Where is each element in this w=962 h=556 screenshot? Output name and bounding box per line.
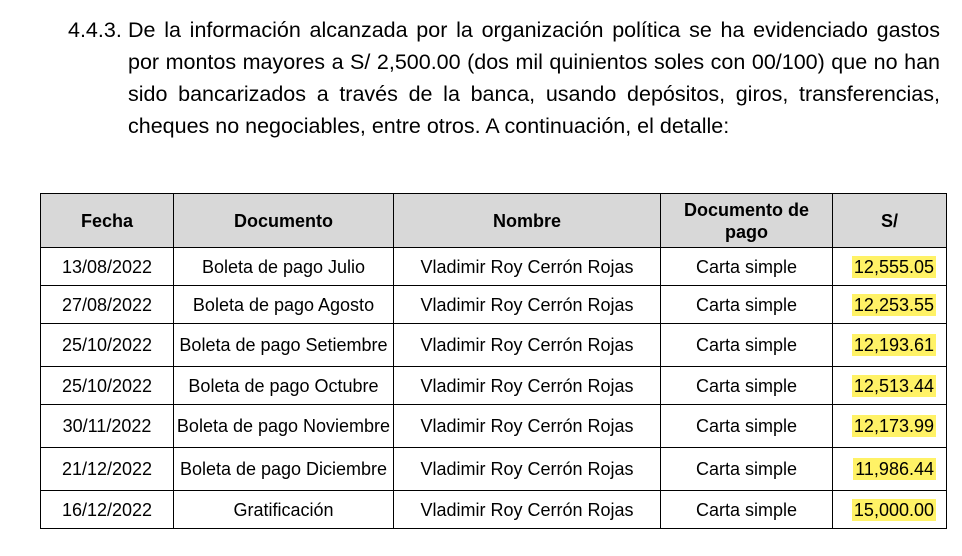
- cell-documento-pago: Carta simple: [661, 248, 833, 286]
- cell-monto: [833, 405, 947, 448]
- table-row: [41, 491, 947, 529]
- cell-documento: Boleta de pago Setiembre: [174, 324, 394, 367]
- cell-nombre: Vladimir Roy Cerrón Rojas: [394, 286, 661, 324]
- section-number: 4.4.3.: [68, 18, 122, 42]
- cell-documento-pago: Carta simple: [661, 448, 833, 491]
- cell-nombre: Vladimir Roy Cerrón Rojas: [394, 248, 661, 286]
- cell-documento: Boleta de pago Octubre: [174, 367, 394, 405]
- expenses-table: [40, 193, 947, 529]
- cell-fecha: 21/12/2022: [41, 448, 174, 491]
- cell-documento: Gratificación: [174, 491, 394, 529]
- highlighted-amount: 12,193.61: [853, 335, 934, 355]
- cell-monto: [833, 324, 947, 367]
- cell-fecha: 25/10/2022: [41, 367, 174, 405]
- cell-monto: [833, 248, 947, 286]
- table-row: [41, 367, 947, 405]
- highlighted-amount: 12,173.99: [853, 416, 934, 436]
- paragraph-text: De la información alcanzada por la organización política se ha evidenciado gastos por montos mayores a S/ 2,500.00 (dos mil quinientos soles con 00/100) que no han sido bancarizados a través de la banca, usando depósitos, giros, transferencias, cheques no negociables, entre otros. A continuación, el detalle:: [128, 18, 940, 138]
- header-nombre: Nombre: [394, 194, 661, 248]
- highlighted-amount: 12,253.55: [853, 294, 934, 315]
- cell-documento: Boleta de pago Diciembre: [174, 448, 394, 491]
- cell-monto: [833, 448, 947, 491]
- table-row: [41, 286, 947, 324]
- cell-fecha: 13/08/2022: [41, 248, 174, 286]
- header-fecha: Fecha: [41, 194, 174, 248]
- cell-documento-pago: Carta simple: [661, 491, 833, 529]
- highlighted-amount: 12,555.05: [853, 256, 934, 277]
- table-row: [41, 324, 947, 367]
- cell-monto: [833, 367, 947, 405]
- cell-fecha: 25/10/2022: [41, 324, 174, 367]
- highlighted-amount: 12,513.44: [853, 375, 934, 396]
- header-documento: Documento: [174, 194, 394, 248]
- table-row: [41, 248, 947, 286]
- cell-monto: [833, 491, 947, 529]
- cell-nombre: Vladimir Roy Cerrón Rojas: [394, 491, 661, 529]
- cell-monto: [833, 286, 947, 324]
- cell-nombre: Vladimir Roy Cerrón Rojas: [394, 448, 661, 491]
- cell-documento-pago: Carta simple: [661, 324, 833, 367]
- header-monto: S/: [833, 194, 947, 248]
- cell-documento: Boleta de pago Agosto: [174, 286, 394, 324]
- cell-documento: Boleta de pago Noviembre: [174, 405, 394, 448]
- highlighted-amount: 11,986.44: [855, 459, 934, 479]
- table-row: [41, 405, 947, 448]
- cell-documento: Boleta de pago Julio: [174, 248, 394, 286]
- cell-fecha: 30/11/2022: [41, 405, 174, 448]
- cell-documento-pago: Carta simple: [661, 367, 833, 405]
- cell-documento-pago: Carta simple: [661, 405, 833, 448]
- highlighted-amount: 15,000.00: [853, 499, 934, 520]
- cell-nombre: Vladimir Roy Cerrón Rojas: [394, 324, 661, 367]
- cell-nombre: Vladimir Roy Cerrón Rojas: [394, 405, 661, 448]
- header-documento-pago: Documento de pago: [661, 194, 833, 248]
- cell-fecha: 16/12/2022: [41, 491, 174, 529]
- table-header-row: [41, 194, 947, 248]
- cell-documento-pago: Carta simple: [661, 286, 833, 324]
- paragraph-4-4-3: [68, 14, 940, 142]
- cell-fecha: 27/08/2022: [41, 286, 174, 324]
- cell-nombre: Vladimir Roy Cerrón Rojas: [394, 367, 661, 405]
- table-row: [41, 448, 947, 491]
